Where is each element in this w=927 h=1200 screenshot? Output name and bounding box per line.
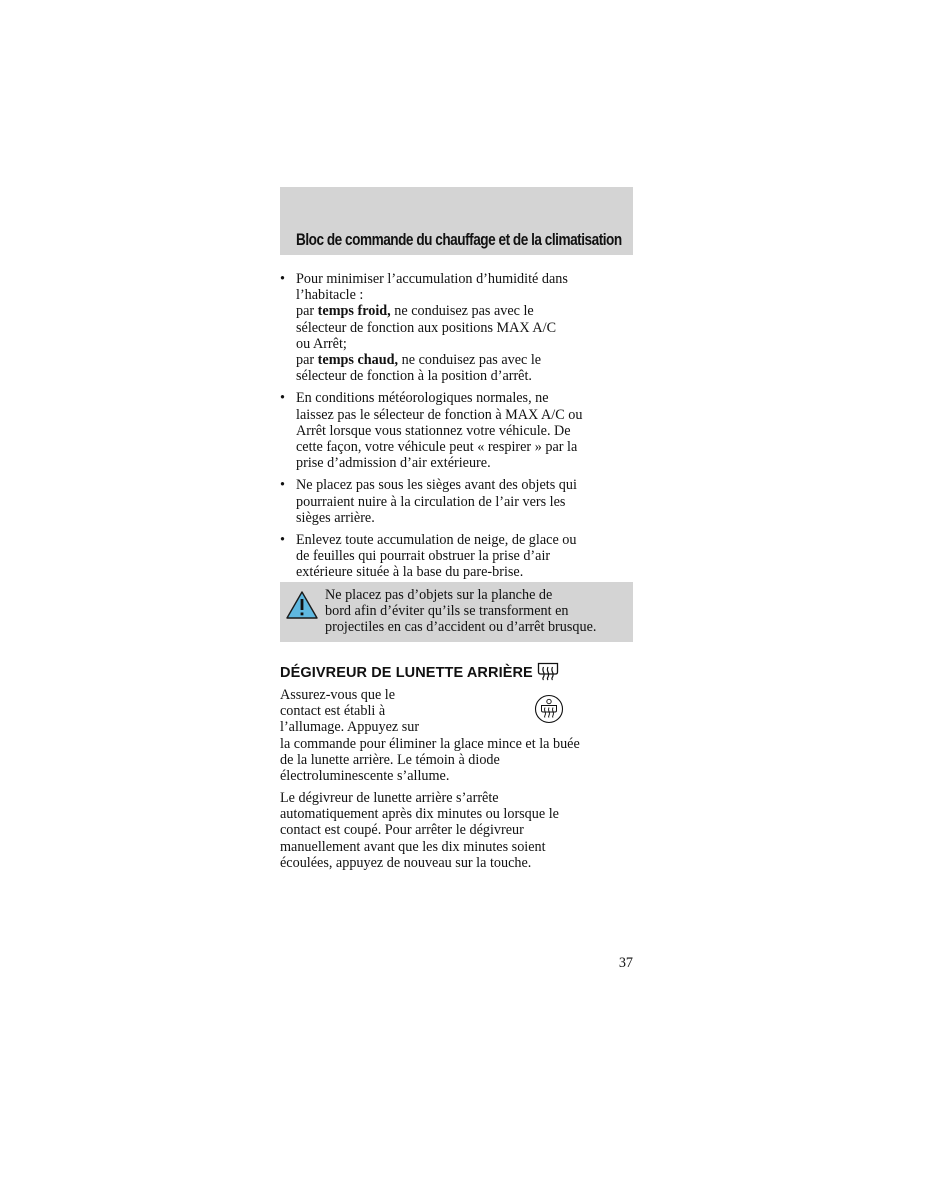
- text-line: sélecteur de fonction aux positions MAX A/C: [296, 319, 557, 336]
- text-line: Le dégivreur de lunette arrière s’arrête: [280, 790, 499, 806]
- tips-list: [280, 271, 633, 587]
- text-line: ou Arrêt;: [296, 335, 347, 352]
- bold-term: temps froid,: [317, 303, 391, 320]
- warning-text: [286, 587, 627, 636]
- text-line: la commande pour éliminer la glace mince et la buée: [280, 735, 580, 752]
- text-line: extérieure située à la base du pare-brise.: [296, 564, 524, 581]
- defroster-instructions: [280, 687, 633, 784]
- text-line: cette façon, votre véhicule peut « respirer » par la: [296, 439, 578, 456]
- text-line: • Pour minimiser l’accumulation d’humidité dans: [296, 271, 568, 287]
- page-title: Bloc de commande du chauffage et de la climatisation: [296, 230, 622, 249]
- text-fragment: ne conduisez pas avec le: [390, 303, 534, 320]
- text-line: projectiles en cas d’accident ou d’arrêt brusque.: [325, 619, 597, 636]
- text-fragment: par: [296, 303, 318, 320]
- text-line: automatiquement après dix minutes ou lorsque le: [280, 806, 559, 823]
- section-heading: [280, 661, 560, 681]
- list-item: [280, 532, 633, 581]
- warning-box: [280, 582, 633, 642]
- section-heading-text: DÉGIVREUR DE LUNETTE ARRIÈRE: [280, 665, 533, 681]
- text-line: Arrêt lorsque vous stationnez votre véhicule. De: [296, 422, 571, 439]
- text-line: pourraient nuire à la circulation de l’air vers les: [296, 493, 566, 510]
- cold-weather-line: [296, 303, 633, 319]
- text-line: contact est établi à: [280, 703, 386, 720]
- text-line: • En conditions météorologiques normales, ne: [296, 390, 549, 407]
- text-line: écoulées, appuyez de nouveau sur la touche.: [280, 854, 532, 871]
- list-item: [280, 477, 633, 526]
- defroster-auto-off: [280, 790, 633, 871]
- section-header-band: [280, 187, 633, 255]
- text-line: • Ne placez pas sous les sièges avant des objets qui: [296, 477, 577, 494]
- text-line: contact est coupé. Pour arrêter le dégivreur: [280, 822, 524, 839]
- bold-term: temps chaud,: [317, 352, 399, 369]
- text-line: manuellement avant que les dix minutes soient: [280, 838, 546, 855]
- text-line: de la lunette arrière. Le témoin à diode: [280, 751, 500, 768]
- text-line: • Enlevez toute accumulation de neige, de glace ou: [296, 532, 577, 549]
- list-item: [280, 390, 633, 471]
- text-line: l’habitacle :: [296, 287, 364, 304]
- text-line: Assurez-vous que le: [280, 687, 396, 703]
- page-number: 37: [618, 955, 633, 971]
- warning-triangle-icon: [285, 590, 319, 620]
- rear-defrost-icon: [536, 661, 560, 681]
- text-line: électroluminescente s’allume.: [280, 768, 450, 785]
- text-fragment: par: [296, 352, 318, 369]
- text-line: bord afin d’éviter qu’ils se transforment en: [325, 603, 569, 620]
- text-line: sièges arrière.: [296, 509, 375, 526]
- text-line: de feuilles qui pourrait obstruer la prise d’air: [296, 548, 551, 565]
- text-fragment: ne conduisez pas avec le: [398, 352, 542, 369]
- hot-weather-line: [296, 352, 633, 368]
- list-item: [280, 271, 633, 384]
- text-line: sélecteur de fonction à la position d’arrêt.: [296, 368, 532, 385]
- text-line: prise d’admission d’air extérieure.: [296, 455, 491, 472]
- text-line: l’allumage. Appuyez sur: [280, 719, 420, 736]
- text-line: Ne placez pas d’objets sur la planche de: [325, 587, 553, 603]
- text-line: laissez pas le sélecteur de fonction à MAX A/C ou: [296, 406, 583, 423]
